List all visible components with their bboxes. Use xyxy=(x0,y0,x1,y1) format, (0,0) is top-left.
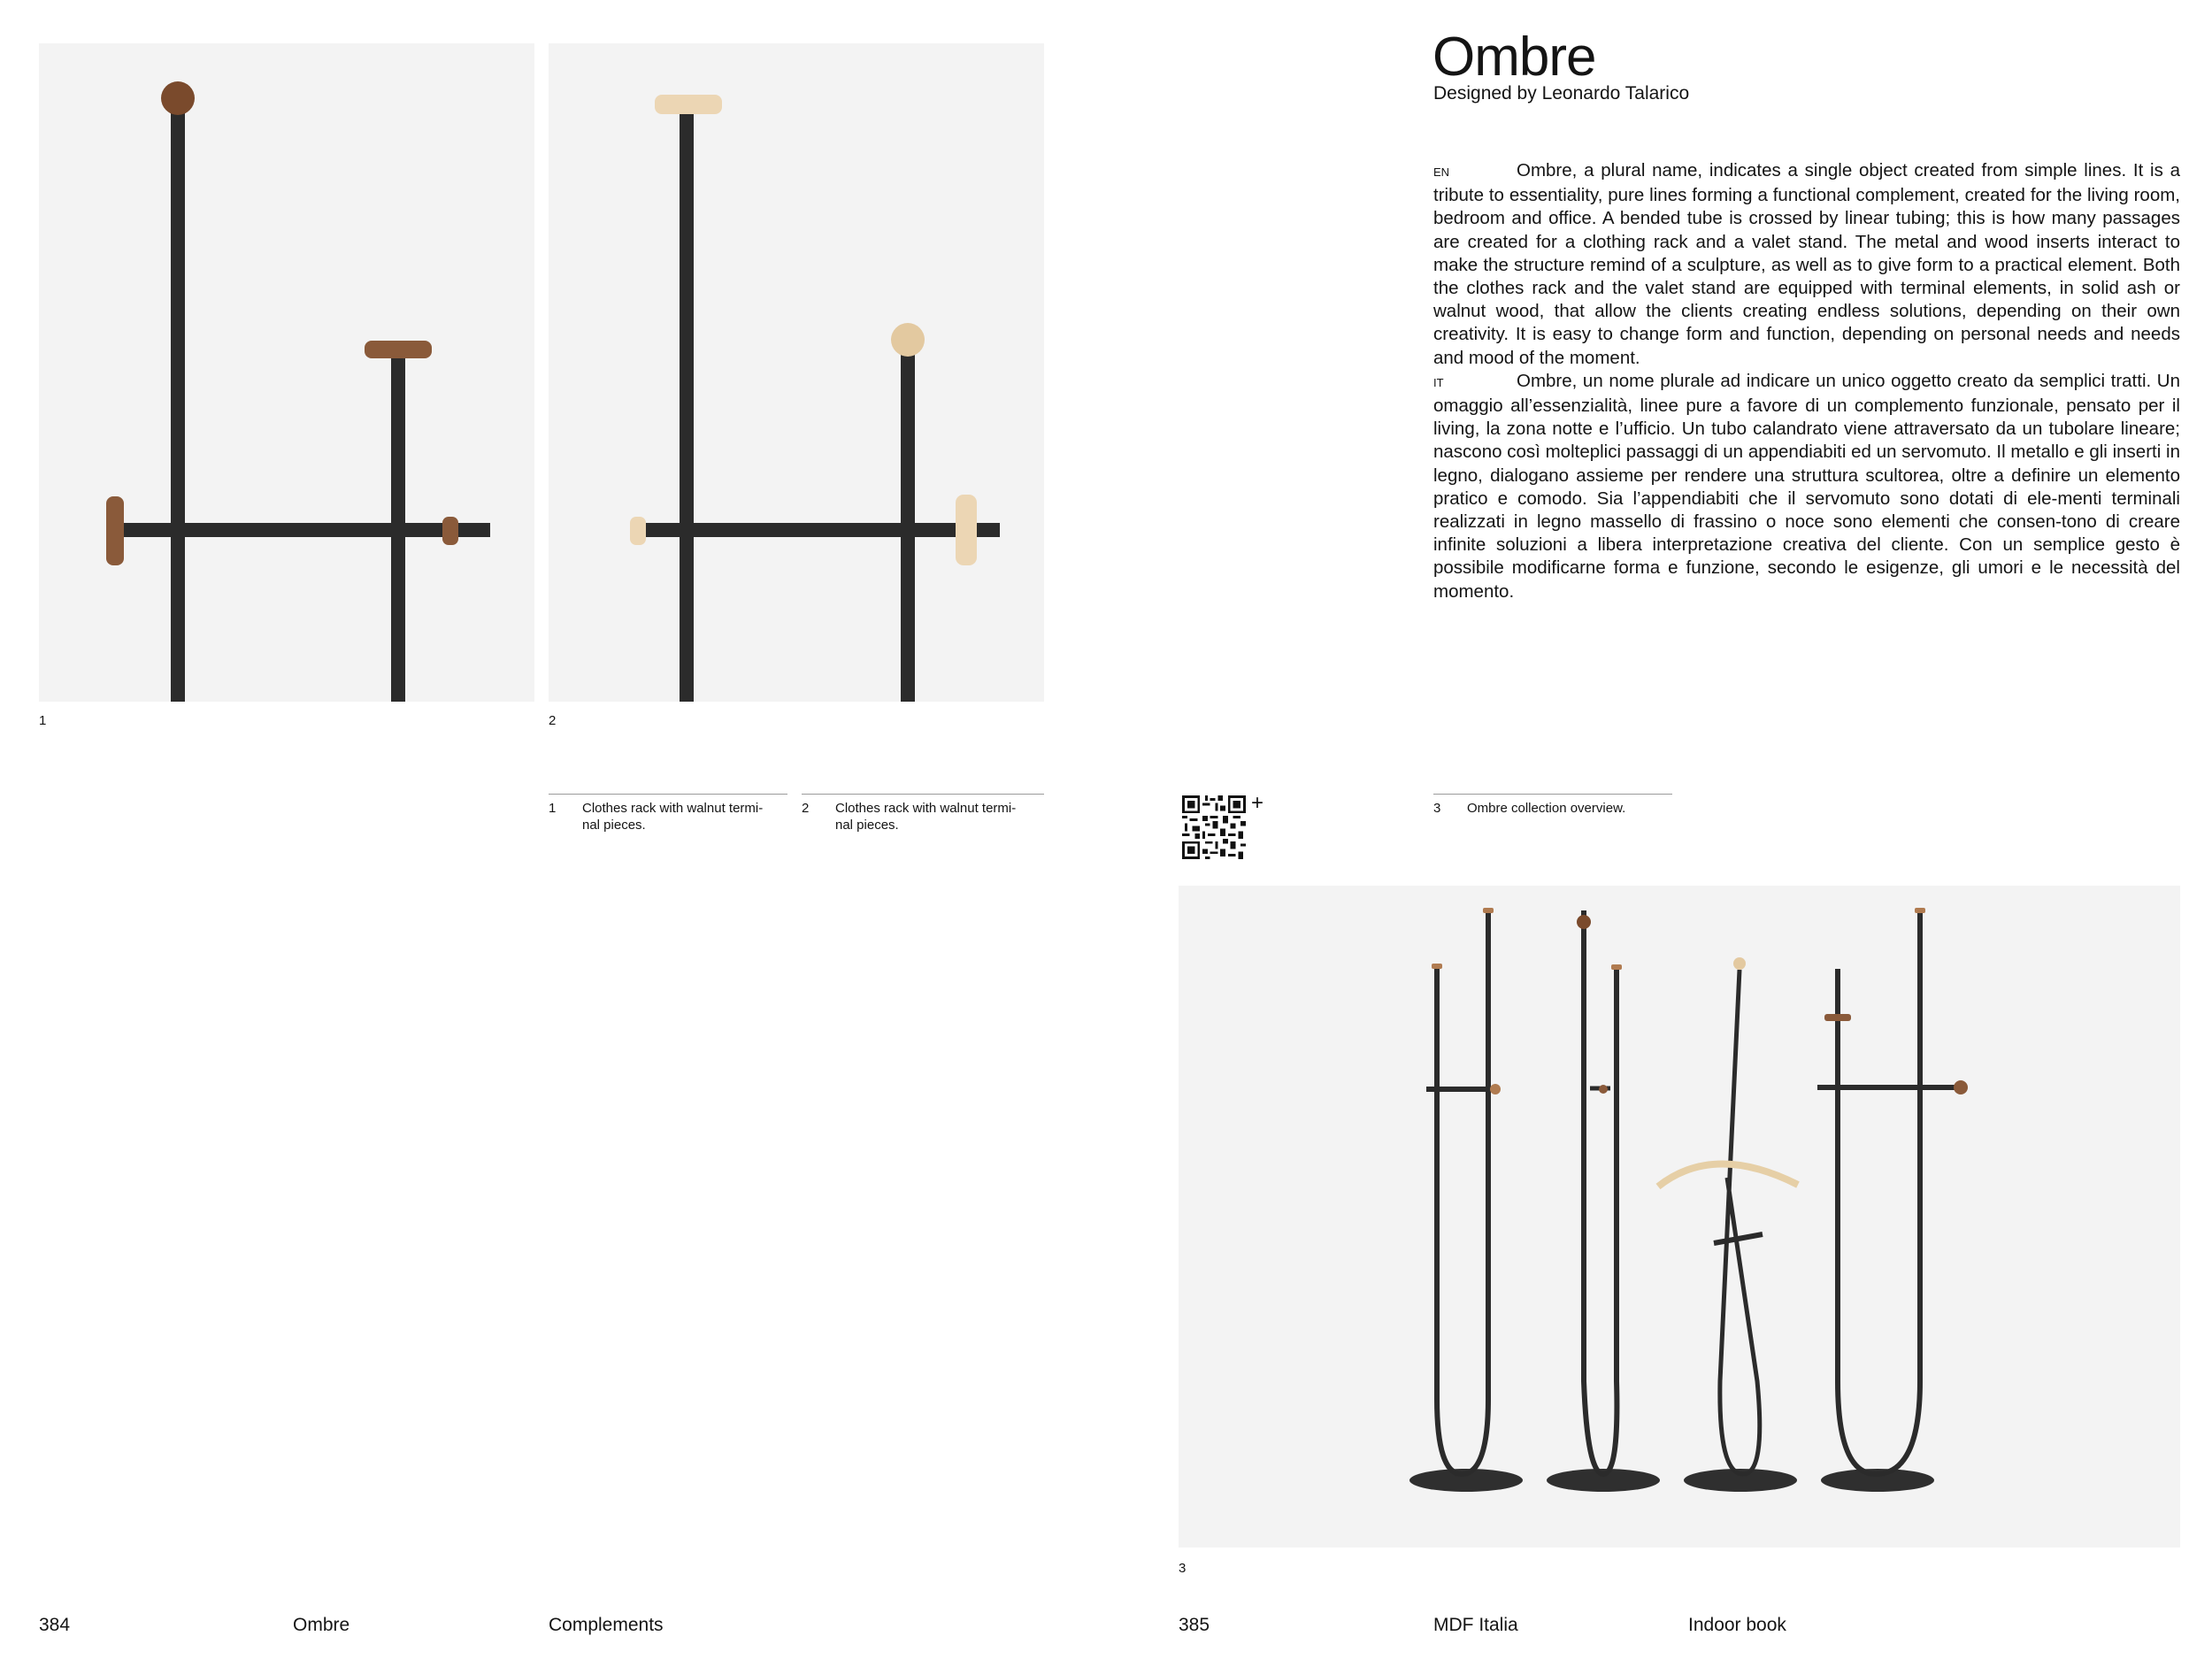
footer-page-number-left: 384 xyxy=(39,1615,71,1635)
caption-text: Clothes rack with walnut termi- nal pieces. xyxy=(835,801,1017,833)
description-it xyxy=(1433,370,2180,603)
footer-section: Complements xyxy=(549,1615,664,1635)
caption-3 xyxy=(1433,794,1672,817)
figure-number-3: 3 xyxy=(1179,1561,1187,1576)
lang-label-en: EN xyxy=(1433,165,1450,179)
caption-number: 3 xyxy=(1433,801,1441,816)
description-it-text: Ombre, un nome plurale ad indicare un unico oggetto creato da semplici tratti. Un omaggio all’essenzialità, linee pure a favore di un complemento funzionale, pensato per il living, la zona notte e l’ufficio. Un tubo calandrato viene attraversato da un tubolare lineare; nascono così molteplici passaggi di un appendiabiti ed un servomuto. Il metallo e gli inserti in legno, dialogano assieme per rendere una struttura scultorea, oltre a definire un elemento pratico e comodo. Sia l’appendiabiti che il servomuto sono dotati di ele-menti terminali realizzati in legno massello di frassino o noce sono elementi che consen-tono di creare infinite soluzioni a libera interpretazione creativa del cliente. Con un semplice gesto è possibile modificarne forma e funzione, secondo le esigenze, gli umori e le necessità del momento. xyxy=(1433,370,2180,602)
footer-page-number-right: 385 xyxy=(1179,1615,1210,1635)
description-en-text: Ombre, a plural name, indicates a single object created from simple lines. It is a tribute to essentiality, pure lines forming a functional complement, created for the living room, bedroom and office. A bended tube is crossed by linear tubing; this is how many passages are created for a clothing rack and a valet stand. The metal and wood inserts interact to make the structure remind of a sculpture, as well as to give form to a practical element. Both the clothes rack and the valet stand are equipped with terminal elements, in solid ash or walnut wood, that allow the clients creating endless solutions, depending on their own creativity. It is easy to change form and function, depending on personal needs and needs and mood of the moment. xyxy=(1433,160,2180,368)
footer-brand: MDF Italia xyxy=(1433,1615,1518,1635)
lang-label-it: IT xyxy=(1433,375,1444,389)
footer-book-title: Indoor book xyxy=(1688,1615,1786,1635)
caption-number: 1 xyxy=(549,801,557,816)
figure-number-1: 1 xyxy=(39,713,47,728)
caption-text: Clothes rack with walnut termi- nal pieces. xyxy=(582,801,764,833)
product-photo-3 xyxy=(1179,886,2180,1548)
caption-text: Ombre collection overview. xyxy=(1467,801,1626,816)
walnut-coat-rack-illustration xyxy=(39,43,534,702)
description-en xyxy=(1433,159,2180,370)
qr-plus-label: + xyxy=(1251,791,1264,815)
qr-code-icon[interactable] xyxy=(1182,795,1246,859)
footer-product-name: Ombre xyxy=(293,1615,350,1635)
description-block xyxy=(1433,159,2180,603)
ash-coat-rack-illustration xyxy=(549,43,1044,702)
ombre-collection-illustration xyxy=(1179,886,2180,1548)
caption-number: 2 xyxy=(802,801,810,816)
caption-2 xyxy=(802,794,1044,833)
product-photo-2 xyxy=(549,43,1044,702)
designer-credit: Designed by Leonardo Talarico xyxy=(1433,83,1690,104)
figure-number-2: 2 xyxy=(549,713,557,728)
product-photo-1 xyxy=(39,43,534,702)
page-title: Ombre xyxy=(1432,27,1596,88)
caption-1 xyxy=(549,794,787,833)
